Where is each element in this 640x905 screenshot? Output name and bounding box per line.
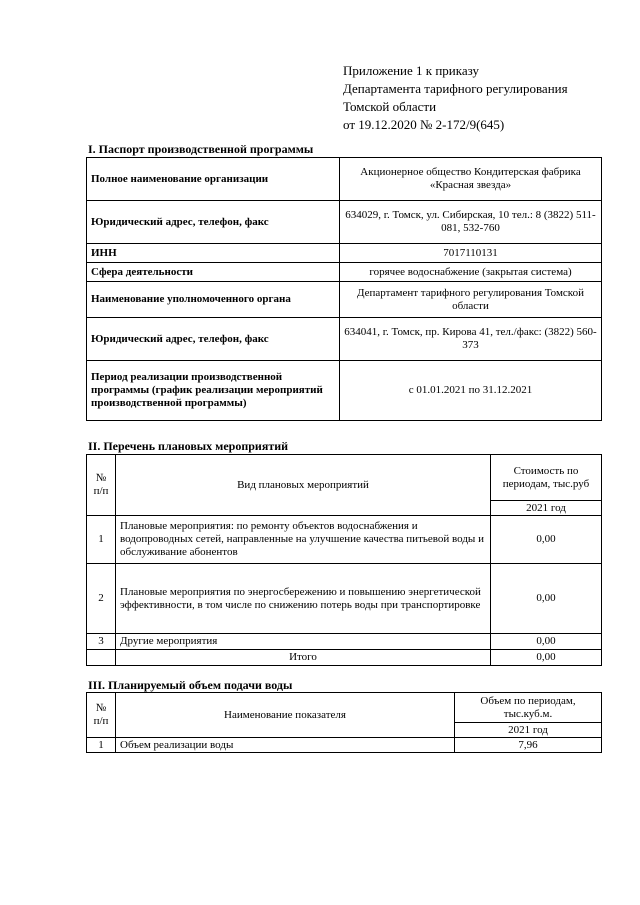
row-value: горячее водоснабжение (закрытая система) <box>340 263 602 282</box>
table-row <box>87 564 602 634</box>
row-label: ИНН <box>87 244 340 263</box>
section-1-title: I. Паспорт производственной программы <box>88 142 314 156</box>
table-row <box>87 634 602 650</box>
row-label: Наименование уполномоченного органа <box>87 282 340 318</box>
order-header <box>343 62 568 134</box>
table-header-row <box>87 693 602 723</box>
col-name-header: Наименование показателя <box>116 693 455 738</box>
row-label: Юридический адрес, телефон, факс <box>87 201 340 244</box>
row-num: 3 <box>87 634 116 650</box>
section-3-title: III. Планируемый объем подачи воды <box>88 678 293 692</box>
table-row <box>87 158 602 201</box>
table-row <box>87 738 602 753</box>
row-num: 1 <box>87 738 116 753</box>
total-value: 0,00 <box>491 650 602 666</box>
row-value: Департамент тарифного регулирования Томской области <box>340 282 602 318</box>
table-header-row <box>87 455 602 501</box>
row-label: Юридический адрес, телефон, факс <box>87 318 340 361</box>
col-year-header: 2021 год <box>491 501 602 516</box>
row-value: 0,00 <box>491 516 602 564</box>
total-row <box>87 650 602 666</box>
header-line-1: Приложение 1 к приказу <box>343 63 480 78</box>
table-row <box>87 282 602 318</box>
header-line-3: Томской области <box>343 99 437 114</box>
row-name: Плановые мероприятия по энергосбережению и повышению энергетической эффективности, в том числе по снижению потерь воды при транспортировке <box>116 564 491 634</box>
passport-table <box>86 157 602 421</box>
row-value: 634041, г. Томск, пр. Кирова 41, тел./факс: (3822) 560-373 <box>340 318 602 361</box>
row-num: 2 <box>87 564 116 634</box>
header-line-2: Департамента тарифного регулирования <box>343 81 568 96</box>
volume-table <box>86 692 602 753</box>
row-label: Полное наименование организации <box>87 158 340 201</box>
col-volume-header: Объем по периодам, тыс.куб.м. <box>455 693 602 723</box>
col-num-header: № п/п <box>87 693 116 738</box>
table-row <box>87 361 602 421</box>
col-year-header: 2021 год <box>455 723 602 738</box>
row-value: 7,96 <box>455 738 602 753</box>
col-cost-header: Стоимость по периодам, тыс.руб <box>491 455 602 501</box>
section-2-title: II. Перечень плановых мероприятий <box>88 439 289 453</box>
row-value: Акционерное общество Кондитерская фабрика «Красная звезда» <box>340 158 602 201</box>
header-line-4: от 19.12.2020 № 2-172/9(645) <box>343 117 505 132</box>
row-label: Период реализации производственной программы (график реализации мероприятий производственной программы) <box>87 361 340 421</box>
row-num: 1 <box>87 516 116 564</box>
row-name: Объем реализации воды <box>116 738 455 753</box>
row-name: Другие мероприятия <box>116 634 491 650</box>
measures-table <box>86 454 602 666</box>
row-value: 0,00 <box>491 634 602 650</box>
row-label: Сфера деятельности <box>87 263 340 282</box>
row-value: 634029, г. Томск, ул. Сибирская, 10 тел.: 8 (3822) 511-081, 532-760 <box>340 201 602 244</box>
col-num-header: № п/п <box>87 455 116 516</box>
total-label: Итого <box>116 650 491 666</box>
table-row <box>87 263 602 282</box>
table-row <box>87 244 602 263</box>
row-value: с 01.01.2021 по 31.12.2021 <box>340 361 602 421</box>
row-value: 7017110131 <box>340 244 602 263</box>
table-row <box>87 201 602 244</box>
col-name-header: Вид плановых мероприятий <box>116 455 491 516</box>
table-row <box>87 318 602 361</box>
row-name: Плановые мероприятия: по ремонту объектов водоснабжения и водопроводных сетей, направленные на улучшение качества питьевой воды и обслуживание абонентов <box>116 516 491 564</box>
row-value: 0,00 <box>491 564 602 634</box>
table-row <box>87 516 602 564</box>
